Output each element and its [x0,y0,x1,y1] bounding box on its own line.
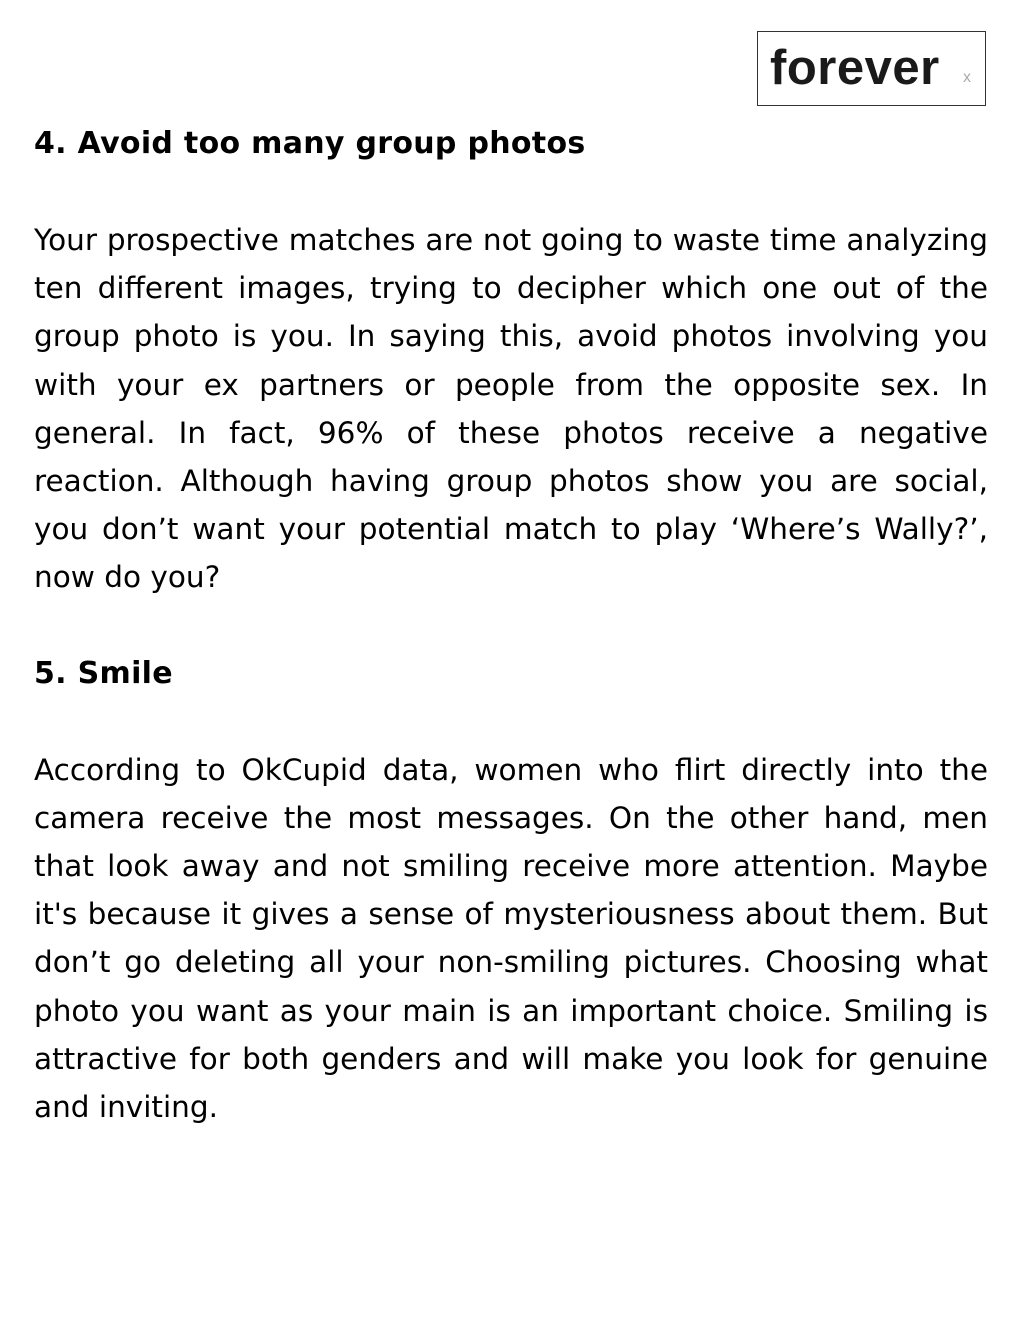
spacer [34,602,988,650]
logo-wordmark: forever [770,41,940,95]
section-heading-group-photos: 4. Avoid too many group photos [34,126,586,161]
section-body-smile: According to OkCupid data, women who flirt directly into the camera receive the most messages. On the other hand, men that look away and not smiling receive more attention. Maybe it's because it gives a sense of mysteriousness about them. But don’t go deleting all your non-smiling pictures. Choosing what photo you want as your main is an important choice. Smiling is attractive for both genders and will make you look for genuine and inviting. [34,752,988,1125]
article-content [34,120,988,1131]
brand-logo [757,31,986,106]
section-body-group-photos: Your prospective matches are not going to waste time analyzing ten different images, trying to decipher which one out of the group photo is you. In saying this, avoid photos involving you with your ex partners or people from the opposite sex. In general. In fact, 96% of these photos receive a negative reaction. Although having group photos show you are social, you don’t want your potential match to play ‘Where’s Wally?’, now do you? [34,223,988,595]
logo-mark: x [963,69,971,86]
section-heading-smile: 5. Smile [34,655,173,691]
spacer [34,168,988,216]
spacer [34,698,988,746]
